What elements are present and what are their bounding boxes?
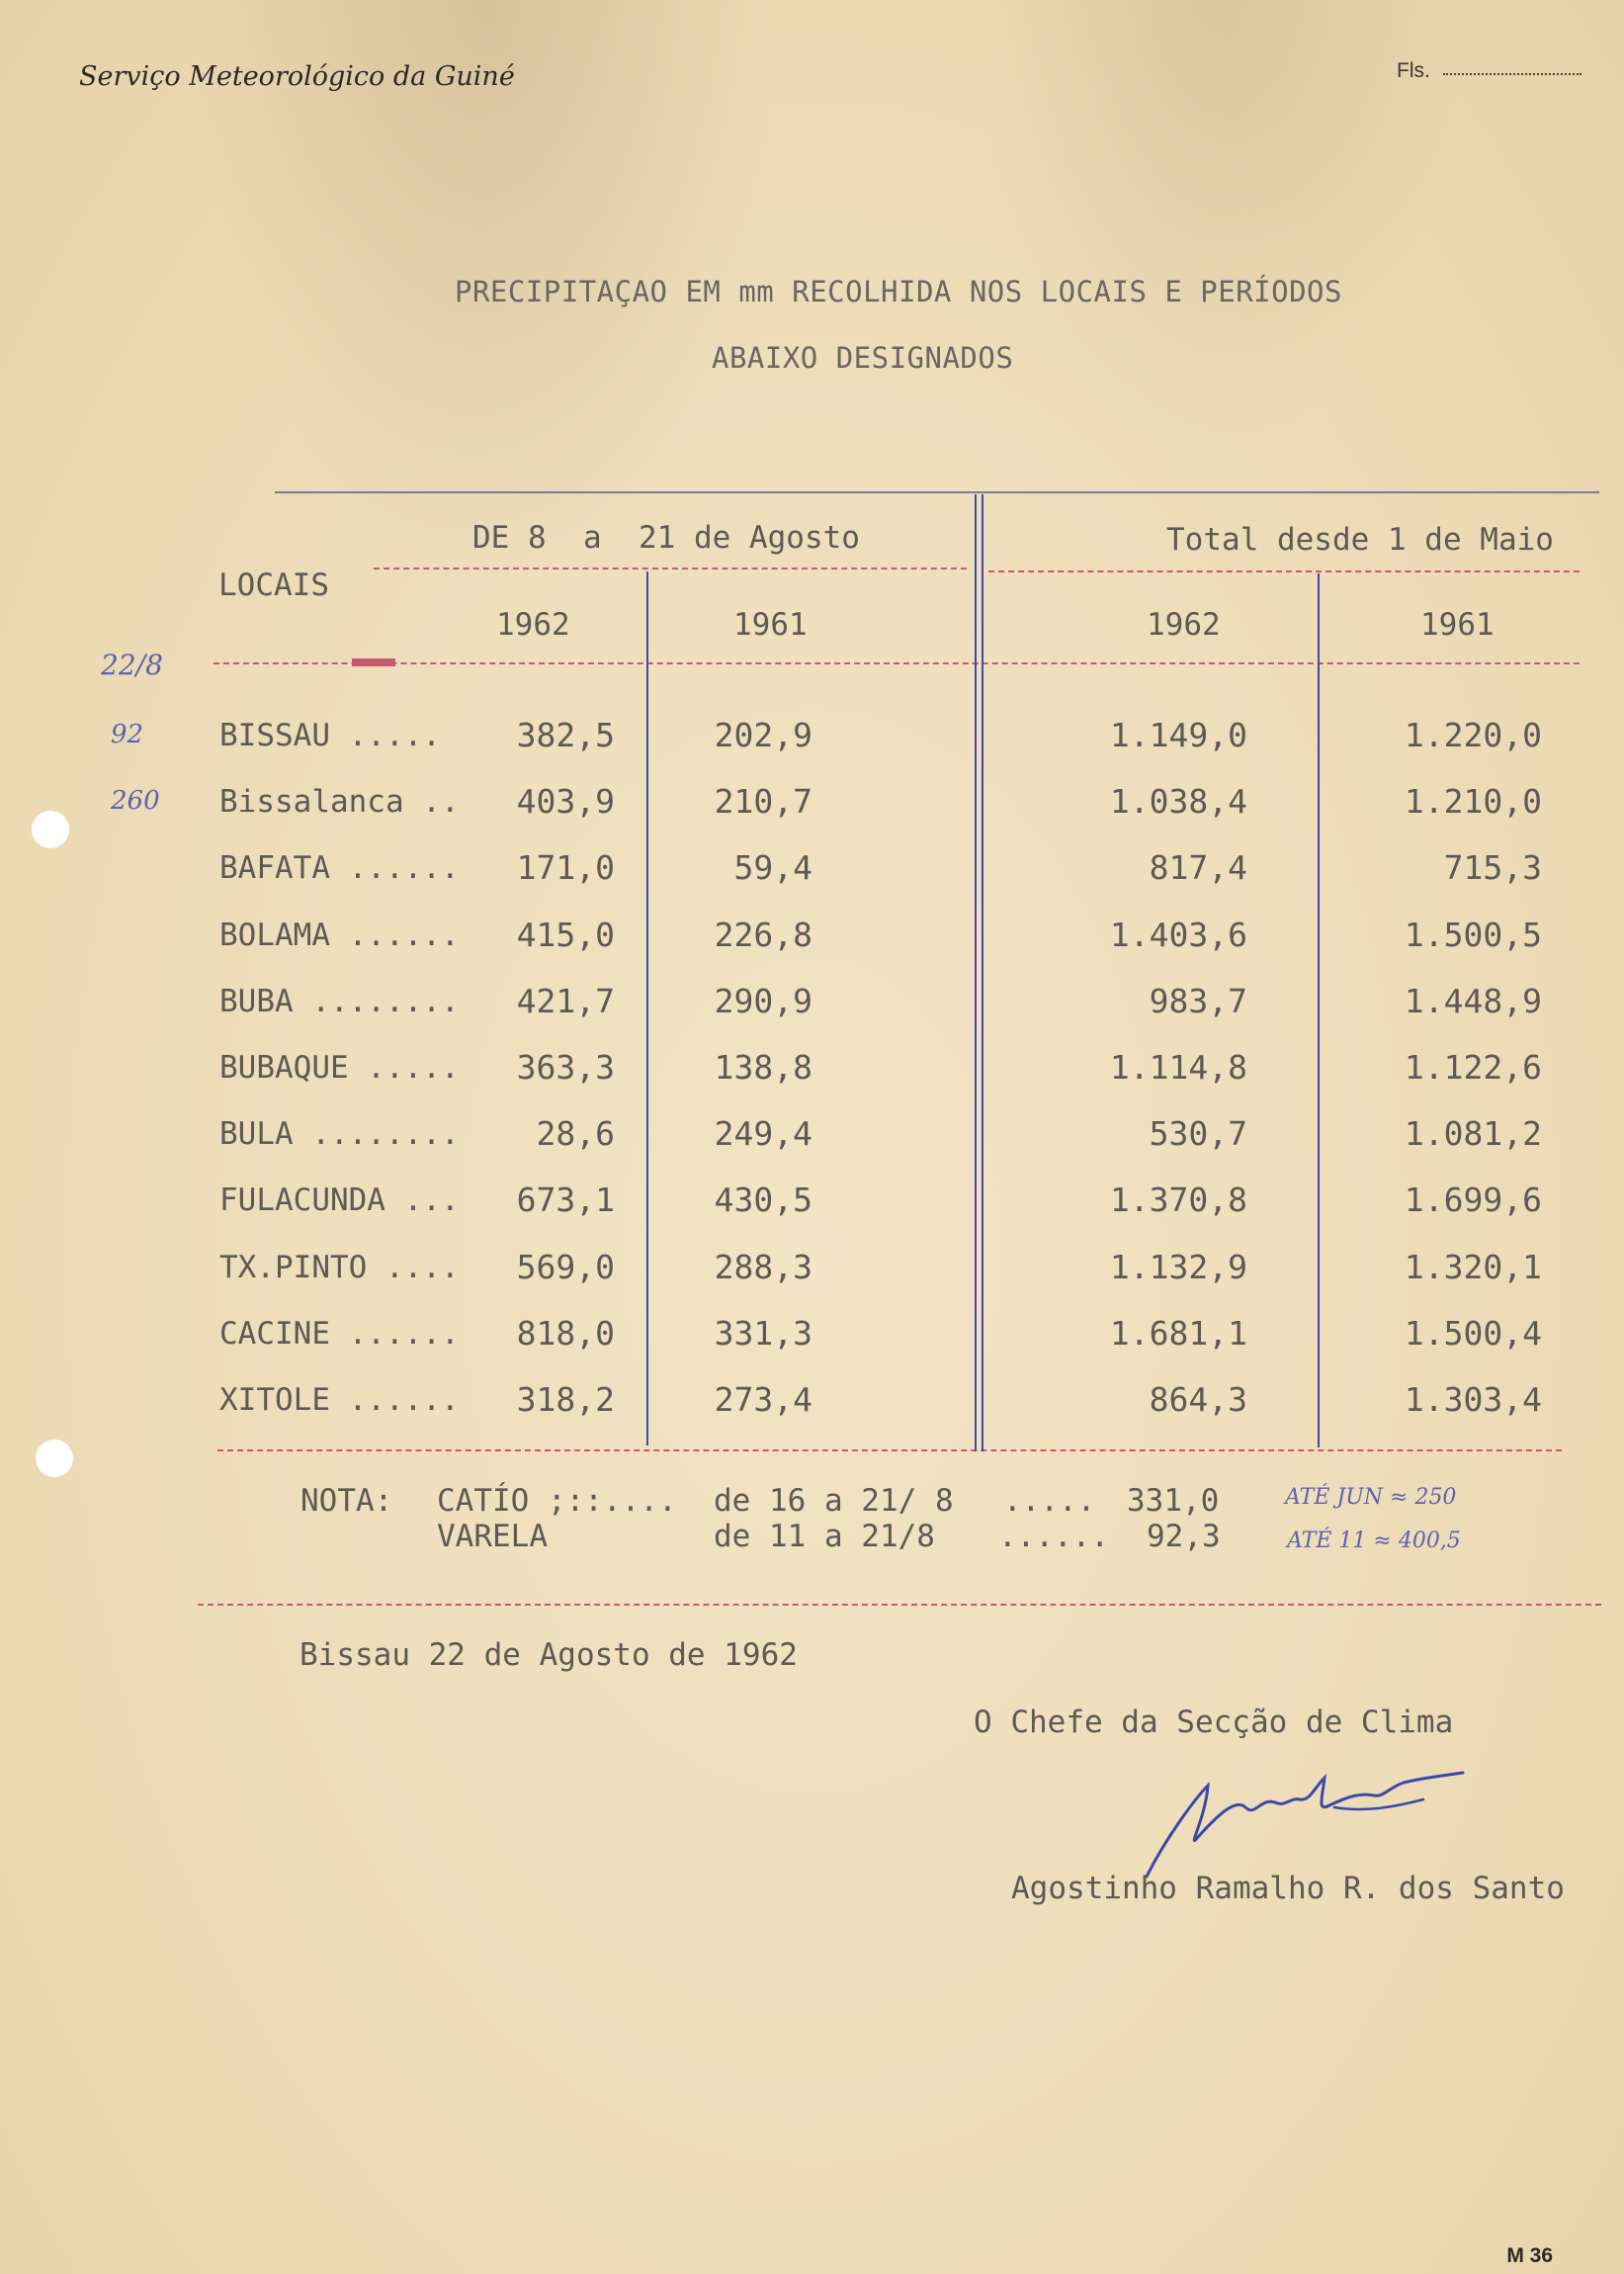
cell-tot-1962: 817,4 [1149, 848, 1247, 887]
period-header: DE 8 a 21 de Agosto [472, 520, 860, 556]
cell-tot-1961: 715,3 [1443, 848, 1542, 887]
cell-ago-1961: 430,5 [714, 1181, 812, 1219]
nota-dots: ...... [998, 1519, 1109, 1554]
row-location: BAFATA ...... [219, 850, 460, 886]
nota-value: 331,0 [1127, 1483, 1220, 1519]
cell-ago-1962: 363,3 [516, 1048, 615, 1087]
cell-tot-1962: 1.132,9 [1109, 1248, 1247, 1286]
cell-tot-1961: 1.220,0 [1404, 716, 1542, 754]
cell-tot-1961: 1.699,6 [1404, 1181, 1542, 1219]
row-location: BOLAMA ...... [219, 918, 460, 953]
cell-ago-1962: 318,2 [516, 1380, 615, 1419]
margin-note: 260 [111, 786, 160, 816]
cell-ago-1961: 59,4 [733, 848, 812, 887]
cell-ago-1961: 226,8 [714, 916, 812, 954]
cell-ago-1961: 290,9 [714, 982, 812, 1020]
cell-ago-1961: 273,4 [714, 1380, 812, 1419]
locais-header: LOCAIS [218, 568, 329, 603]
nota-period: de 16 a 21/ 8 [714, 1483, 954, 1519]
double-divider-a [975, 494, 977, 1451]
header-rule-left [374, 568, 967, 569]
signature [1087, 1758, 1473, 1886]
document-title: PRECIPITAÇAO EM mm RECOLHIDA NOS LOCAIS E PERÍODOS [455, 275, 1342, 308]
nota-period: de 11 a 21/8 [714, 1519, 935, 1554]
cell-tot-1962: 1.681,1 [1109, 1314, 1247, 1353]
cell-tot-1961: 1.303,4 [1404, 1380, 1542, 1419]
cell-tot-1962: 983,7 [1149, 982, 1247, 1020]
folio-blank-line [1443, 73, 1581, 75]
row-location: XITOLE ...... [219, 1382, 460, 1418]
punch-hole [32, 811, 69, 848]
cell-ago-1961: 249,4 [714, 1114, 812, 1153]
row-location: FULACUNDA ... [219, 1182, 460, 1218]
cell-ago-1961: 202,9 [714, 716, 812, 754]
folio-label: Fls. [1397, 59, 1430, 82]
cell-ago-1962: 382,5 [516, 716, 615, 754]
punch-hole [36, 1440, 73, 1477]
cell-ago-1962: 171,0 [516, 848, 615, 887]
year-header: 1961 [1420, 607, 1495, 643]
cell-tot-1961: 1.320,1 [1404, 1248, 1542, 1286]
cell-ago-1961: 138,8 [714, 1048, 812, 1087]
document-subtitle: ABAIXO DESIGNADOS [712, 341, 1014, 375]
year-header: 1962 [1147, 607, 1221, 643]
nota-place: VARELA [437, 1519, 548, 1554]
nota-place: CATÍO ;::.... [437, 1483, 677, 1519]
cell-tot-1961: 1.081,2 [1404, 1114, 1542, 1153]
handwritten-note: ATÉ 11 ≈ 400,5 [1287, 1529, 1461, 1553]
cell-tot-1962: 1.114,8 [1109, 1048, 1247, 1087]
cell-tot-1961: 1.448,9 [1404, 982, 1542, 1020]
nota-bottom-rule [198, 1604, 1601, 1606]
cell-ago-1962: 421,7 [516, 982, 615, 1020]
row-location: TX.PINTO .... [219, 1250, 460, 1285]
cell-tot-1961: 1.500,4 [1404, 1314, 1542, 1353]
handwritten-note: ATÉ JUN ≈ 250 [1285, 1485, 1457, 1510]
cell-ago-1962: 28,6 [536, 1114, 615, 1153]
signatory-name: Agostinho Ramalho R. dos Santo [1011, 1871, 1565, 1906]
year-header: 1962 [496, 607, 570, 643]
nota-dots: ..... [1003, 1483, 1096, 1519]
cell-tot-1961: 1.122,6 [1404, 1048, 1542, 1087]
row-location: CACINE ...... [219, 1316, 460, 1352]
cell-ago-1961: 210,7 [714, 782, 812, 821]
place-date: Bissau 22 de Agosto de 1962 [299, 1637, 798, 1673]
column-divider [1318, 573, 1320, 1447]
year-header: 1961 [733, 607, 808, 643]
cell-ago-1962: 415,0 [516, 916, 615, 954]
row-location: BULA ........ [219, 1116, 460, 1152]
nota-value: 92,3 [1147, 1519, 1221, 1554]
total-header: Total desde 1 de Maio [1166, 522, 1554, 558]
header-rule-right [988, 570, 1580, 572]
double-divider-b [982, 494, 983, 1451]
row-location: BUBAQUE ..... [219, 1050, 460, 1086]
row-location: Bissalanca .. [219, 784, 460, 820]
row-location: BISSAU ..... [219, 718, 441, 753]
cell-ago-1961: 288,3 [714, 1248, 812, 1286]
cell-tot-1962: 1.403,6 [1109, 916, 1247, 954]
table-top-rule [275, 491, 1599, 493]
row-location: BUBA ........ [219, 984, 460, 1019]
margin-note: 92 [111, 720, 144, 749]
cell-tot-1961: 1.210,0 [1404, 782, 1542, 821]
letterhead: Serviço Meteorológico da Guiné [79, 61, 515, 92]
cell-tot-1962: 1.149,0 [1109, 716, 1247, 754]
cell-ago-1962: 818,0 [516, 1314, 615, 1353]
cell-ago-1962: 403,9 [516, 782, 615, 821]
header-bottom-rule [214, 662, 1580, 664]
cell-tot-1962: 864,3 [1149, 1380, 1247, 1419]
margin-date-note: 22/8 [101, 649, 163, 681]
cell-ago-1962: 569,0 [516, 1248, 615, 1286]
signatory-role: O Chefe da Secção de Clima [974, 1705, 1454, 1740]
red-mark [352, 658, 395, 666]
cell-tot-1962: 530,7 [1149, 1114, 1247, 1153]
cell-ago-1962: 673,1 [516, 1181, 615, 1219]
table-bottom-rule [217, 1449, 1562, 1451]
nota-label: NOTA: [300, 1483, 393, 1519]
cell-ago-1961: 331,3 [714, 1314, 812, 1353]
form-code: M 36 [1506, 2244, 1553, 2267]
cell-tot-1962: 1.038,4 [1109, 782, 1247, 821]
cell-tot-1962: 1.370,8 [1109, 1181, 1247, 1219]
cell-tot-1961: 1.500,5 [1404, 916, 1542, 954]
